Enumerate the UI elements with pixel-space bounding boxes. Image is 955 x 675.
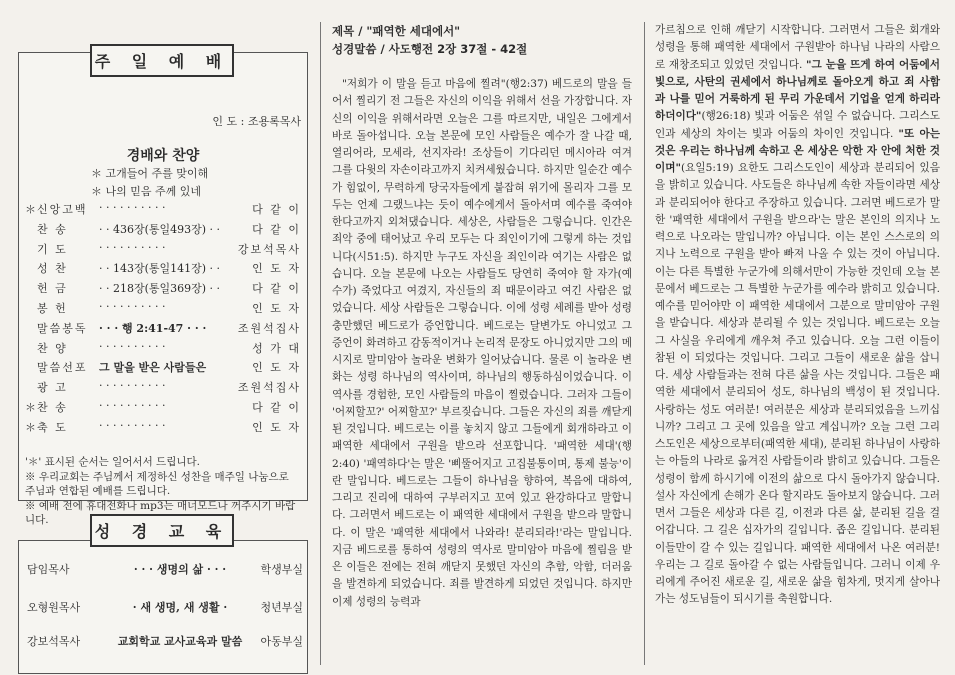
- praise-heading: 경배와 찬양: [126, 148, 200, 164]
- order-row: 봉 헌 · · · · · · · · · · 인 도 자: [37, 299, 301, 315]
- order-row: ＊ 신앙고백 · · · · · · · · · · 다 같 이: [25, 201, 301, 216]
- scripture-reference: (행26:18): [701, 110, 751, 123]
- note: '＊' 표시된 순서는 일어서서 드립니다.: [25, 456, 200, 468]
- continuation-text: 요한도 그리스도인이 세상과 분리되어 있음을 밝히고 있습니다. 사도들은 하나님께 속한 자들이라면 세상과 분리되어야 한다고 주장하고 있습니다. 그러면 베드로가 말한 '패역한 세대에서 구원을 받으라'는 말은 본인의 의지나 노력으로 나오라는 말입니까? 아닙니다. 이는 본인 스스로의 의지나 노력으로 구원을 받아 빠져 나올 수 있는 것이 아닙니다. 이는 다른 특별한 누군가에 의해서만이 가능한 것인데 오늘 본문에서 베드로는 그 특별한 누군가를 예수라 밝히고 있습니다. 예수를 믿어야만 이 패역한 세대에서 그분으로 말미암아 구원을 받습니다. 세상과 분리될 수 있는 것입니다. 베드로는 오늘 그 사실을 우리에게 깨우쳐 주고 있습니다. 오늘 그런 이들이 참된 이 되었다는 것입니다. 그리고 그들이 새로운 삶을 삽니다. 세상 사람들과는 전혀 다른 삶을 사는 것입니다. 그들은 패역한 세대에서 분리되어 성도, 하나님의 백성이 된 것입니다. 사랑하는 성도 여러분! 여러분은 세상과 분리되었음을 느끼십니까? 그리고 그 곳에 있음을 알고 계십니까? 오늘 그런 그리스도인은 세상으로부터(패역한 세대), 분리된 하나님이 사랑하는 아들의 나라로 옮겨진 사람들이라 밝히고 있습니다. 그들은 성령이 함께 하시기에 이전의 삶으로 다시 돌아가지 않습니다. 설사 자신에게 손해가 온다 할지라도 돌아보지 않습니다. 그러면서 그들은 세상과 다른 길, 이전과 다른 삶, 분리된 길을 걸어갑니다. 그 길은 십자가의 길입니다. 좁은 길입니다. 분리된 이들만이 갈 수 있는 길입니다. 패역한 세대에서 나온 여러분! 우리는 그 길로 돌아갈 수 없는 사람들입니다. 그러니 이제 우리에게 주어진 새로운 길, 새로운 삶을 힘차게, 멋지게 살아나가는 성도님들이 되시기를 축원합니다.: [655, 162, 940, 606]
- praise-song-2: ＊ 나의 믿음 주께 있네: [91, 185, 201, 198]
- order-row: 찬 양 · · · · · · · · · · 성 가 대: [37, 339, 301, 355]
- continuation-text: 가르침으로 인해 깨닫기 시작합니다. 그러면서 그들은 회개와 성령을 통해 패역한 세대에서 구원받아 하나님 나라의 사람으로 재창조되고 있었던 것입니다.: [655, 24, 940, 71]
- order-row: 광 고 · · · · · · · · · · 조원석집사: [37, 379, 301, 395]
- order-row: 찬 송 · · 436장(통일493장) · · 다 같 이: [37, 222, 301, 236]
- worship-column: [18, 22, 308, 665]
- note: ※ 예배 전에 휴대전화나 mp3는 매너모드나 꺼주시기 바랍니다.: [25, 500, 296, 526]
- order-row: 헌 금 · · 218장(통일369장) · · 다 같 이: [37, 282, 301, 296]
- sermon-continuation: [655, 22, 940, 609]
- worship-frame: [18, 52, 308, 526]
- sermon-scripture: 성경말씀 / 사도행전 2장 37절 - 42절: [332, 42, 528, 56]
- sermon-body: "저희가 이 말을 듣고 마음에 찔려"(행2:37) 베드로의 말을 들어서 찔리기 전 그들은 자신의 이익을 위해서 선을 가장합니다. 자신의 이익을 위해서라면 오늘은 그를 따르지만, 내일은 그에게서 바로 돌아섭니다. 오늘 본문에 모인 사람들은 예수가 잘 나갈 때, 열리어라, 모세라, 선지자라! 조상들이 기다리던 메시아라 여겨 그를 다윗의 자손이라고까지 치켜세웠습니다. 하지만 일순간 예수가 힘없이, 무력하게 당국자들에게 붙잡혀 위기에 몰리자 그를 모두는 언제 그랬느냐는 듯이 예수에게서 돌아서며 예수를 죽여야 한다고까지 외쳐댔습니다. 세상은, 사람들은 그렇습니다. 인간은 죄악 중에 태어났고 우리 모두는 다 죄인이기에 그렇게 하는 것입니다(시51:5). 하지만 누구도 자신을 죄인이라 여기는 사람은 없습니다. 오늘 본문에 나오는 사람들도 당연히 죽여야 할 자가(예수가) 죽었다고 여겼지, 자신들의 죄 때문이라고 여긴 사람은 없었습니다. 세상 사람들은 그렇습니다. 이에 성령 세례를 받아 성령 충만했던 베드로가 증언합니다. 베드로는 달변가도 아니었고 그 증언이 화려하고 감동적이거나 논리적 문장도 아니었지만 그의 메시지로 말미암아 놀라운 변화가 일어났습니다. 물론 이 놀라운 변화는 성령 하나님의 역사이며, 하나님의 행동하심이었습니다. 이 역사를 경험한, 모인 사람들의 마음이 찔렸습니다. 그러자 그들이 '어찌할꼬?' 어찌할꼬?' 부르짖습니다. 그들은 자신의 죄를 깨닫게 된 것입니다. 베드로는 이를 놓치지 않고 그들에게 회개하라고 이 패역한 세대에서 구원을 받으라 선포합니다. '패역한 세대'(행2:40) '패역하다'는 말은 '삐뚤어지고 고집불통이며, 통제 불능'이란 말입니다. 베드로는 그들이 하나님을 향하여, 복음에 대하여, 그리고 진리에 대하여 구부러지고 꼬여 있고 완강하다고 말합니다. 그러면서 베드로는 이 패역한 세대에서 구원을 받으라 말합니다. 이 말은 '패역한 세대에서 나와라! 분리되라!'라는 말입니다. 지금 베드로를 통하여 성령의 역사로 말미암아 마음에 찔림을 받은 이들은 전에는 전혀 깨닫지 못했던 자신의 추함, 악함, 더러움을 발견하게 되었습니다. 죄를 발견하게 되었던 것입니다. 하지만 이제 성령의 능력과: [332, 78, 632, 608]
- praise-song-1: ＊ 고개들어 주를 맞이해: [91, 167, 209, 180]
- sermon-column: [332, 22, 632, 665]
- order-row: 말씀선포 그 말을 받은 사람들은 인 도 자: [37, 361, 301, 375]
- order-row: 성 찬 · · 143장(통일141장) · · 인 도 자: [37, 262, 301, 276]
- scripture-quote: "그 눈을 뜨게 하여 어둠에서 빛으로, 사탄의 권세에서 하나님께로 돌아오게 하고 죄 사함과 나를 믿어 거룩하게 된 무리 가운데서 기업을 얻게 하리라 하더이다": [655, 58, 940, 123]
- worship-title: 주 일 예 배: [90, 44, 234, 77]
- note: ※ 우리교회는 주님께서 제정하신 성찬을 매주일 나눔으로 주님과 연합된 예배를 드립니다.: [25, 471, 289, 497]
- education-title: 성 경 교 육: [90, 514, 234, 547]
- scripture-reference: (요일5:19): [681, 162, 734, 174]
- sermon-title: 제목 / "패역한 세대에서": [332, 24, 461, 38]
- scripture-quote: "또 아는 것은 우리는 하나님께 속하고 온 세상은 악한 자 안에 처한 것이며": [655, 127, 940, 174]
- continuation-text: 빛과 어둠은 섞일 수 없습니다. 그리스도인과 세상의 차이는 빛과 어둠의 차이인 것입니다.: [655, 110, 940, 140]
- order-row: 기 도 · · · · · · · · · · 강보석목사: [37, 240, 301, 256]
- sermon-continuation-column: [655, 22, 940, 665]
- education-frame: 담임목사 · · · 생명의 삶 · · · 학생부실 오형원목사 · 새 생명, 새 생활 · 청년부실 강보석목사 교회학교 교사교육과 말씀 아동부실: [18, 540, 308, 674]
- order-row: ＊ 축 도 · · · · · · · · · · 인 도 자: [25, 418, 301, 434]
- column-divider: [320, 22, 321, 665]
- order-row: 말씀봉독 · · · 행 2:41-47 · · · 조원석집사: [37, 321, 301, 335]
- worship-order: [25, 201, 301, 439]
- officiant: 인 도 : 조용록목사: [212, 115, 301, 128]
- column-divider: [644, 22, 645, 665]
- order-row: ＊ 찬 송 · · · · · · · · · · 다 같 이: [25, 398, 301, 414]
